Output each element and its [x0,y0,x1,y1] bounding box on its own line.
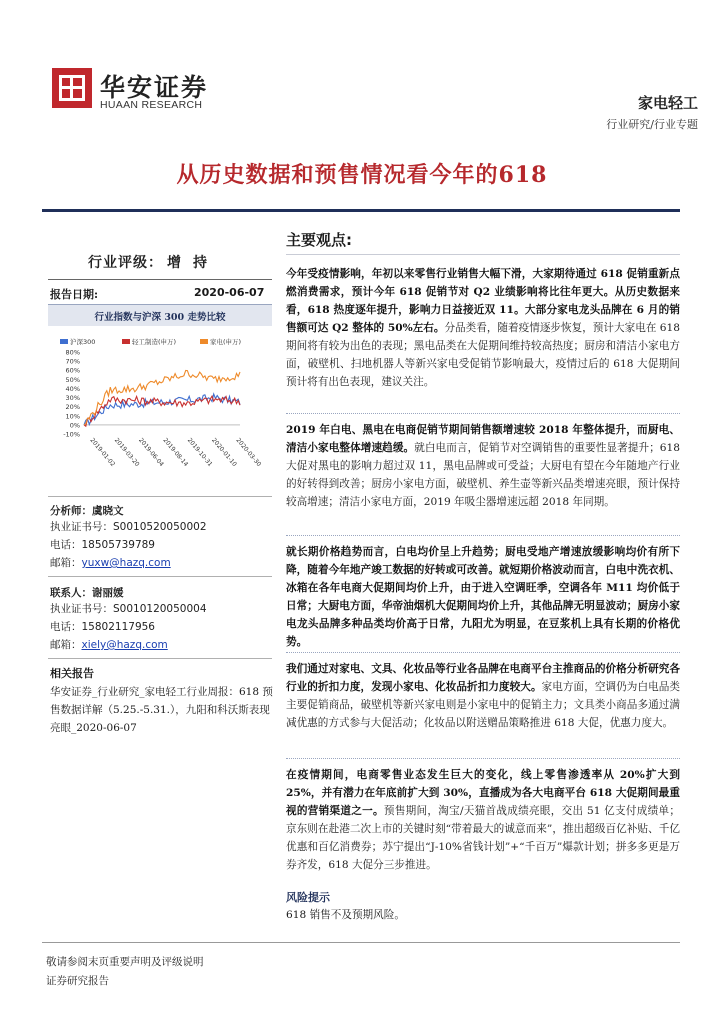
key-points-divider [286,254,680,255]
legend-label: 沪深300 [70,338,96,346]
contact-license: S0010120050004 [113,603,207,615]
rating-divider [48,279,272,280]
footer-divider [42,942,680,943]
report-title: 从历史数据和预售情况看今年的618 [176,162,548,188]
legend-label: 家电(申万) [210,338,242,346]
related-report-link[interactable]: 华安证券_行业研究_家电轻工行业周报：618 预售数据详解（5.25.-5.31.），九阳和科沃斯表现亮眼_2020-06-07 [50,686,273,734]
paragraph-divider [286,413,680,414]
key-point-5-bold: 在疫情期间，电商零售业态发生巨大的变化，线上零售渗透率从 20%扩大到 25%，并有潜力在年底前扩大到 30%，直播成为各大电商平台 618 大促期间最重视的营销渠道之一。 [286,769,680,817]
x-tick-label: 2019-10-31 [185,436,214,469]
contact-email-row [50,637,168,652]
paragraph-divider [286,652,680,653]
y-tick-label: 20% [65,403,80,412]
x-tick-label: 2020-01-10 [210,436,238,469]
analyst-license-row [50,519,207,534]
logo-text-cn: 华安证券 [100,73,209,102]
key-point-3 [286,543,680,651]
analyst-phone-row [50,537,155,552]
analyst-email-link[interactable]: yuxw@hazq.com [81,557,171,569]
y-tick-label: 50% [65,375,80,384]
analyst-divider [48,496,272,497]
key-point-4-text: 家电方面，空调仍为白电品类主要促销商品，破壁机等新兴家电则是小家电中的促销主力；文具类小商品多通过满减优惠的方式参与大促活动；化妆品以附送赠品策略推进 618 大促，优惠力度大。 [286,681,681,729]
sector-label: 家电轻工 [637,94,698,112]
chart-y-axis [63,349,80,439]
logo-emblem [52,68,92,108]
legend-swatch [60,339,68,344]
analyst-license: S0010520050002 [113,521,207,533]
analyst-phone: 18505739789 [81,539,155,551]
chart-title: 行业指数与沪深 300 走势比较 [94,312,226,323]
disclaimer-notice: 敬请参阅末页重要声明及评级说明 [46,956,204,968]
contact-name-row [50,585,124,600]
key-point-2-bold: 2019 年白电、黑电在电商促销节期间销售额增速较 2018 年整体提升，而厨电、清洁小家电整体增速趋缓。 [286,424,680,454]
contact-email-link[interactable]: xiely@hazq.com [81,639,168,651]
chart-x-axis [88,437,262,468]
y-tick-label: 70% [65,357,80,366]
x-tick-label: 2019-08-14 [161,436,190,469]
rating-value: 增持 [167,255,219,271]
contact-divider [48,658,272,659]
y-tick-label: 60% [65,366,80,375]
series-line [84,394,240,425]
report-category: 行业研究/行业专题 [606,118,698,131]
index-comparison-chart [50,334,263,484]
key-point-4 [286,660,680,732]
chart-legend [60,337,241,346]
chart-plot-area [84,371,240,427]
key-point-1-bold: 今年受疫情影响，年初以来零售行业销售大幅下滑，大家期待通过 618 促销重新点燃消费需求，预计今年 618 促销节对 Q2 业绩影响将比往年更大。从历史数据来看，618 热度逐年提升，影响力日益接近双 11。大部分家电龙头品牌在 6 月的销售额可达 Q2 整体的 50%左右。 [286,268,680,334]
y-tick-label: -10% [63,430,80,439]
contact-phone-row [50,619,155,634]
logo-text-en: HUAAN RESEARCH [100,99,203,111]
key-point-5 [286,766,680,874]
contact-phone: 15802117956 [81,621,155,633]
related-reports-heading: 相关报告 [50,667,94,680]
contact-name: 谢丽媛 [92,587,124,599]
paragraph-divider [286,535,680,536]
x-tick-label: 2019-03-20 [112,436,141,469]
analyst-email-row [50,555,171,570]
report-date-label: 报告日期: [50,288,99,301]
contact-label: 联系人： [50,587,92,599]
key-point-4-bold: 我们通过对家电、文具、化妆品等行业各品牌在电商平台主推商品的价格分析研究各行业的折扣力度，发现小家电、化妆品折扣力度较大。 [286,663,680,693]
risk-heading: 风险提示 [286,891,330,904]
key-point-1 [286,265,680,391]
industry-rating [88,252,219,272]
contact-email-label: 邮箱： [50,639,82,651]
x-tick-label: 2019-01-02 [88,436,117,469]
key-point-5-text: 预售期间，淘宝/天猫首战成绩亮眼，交出 51 亿支付成绩单；京东则在赴港二次上市的关键时刻“带着最大的诚意而来”，推出超级百亿补贴、千亿优惠和百亿消费券；苏宁提出“J-10%省钱计划”+“千百万”爆款计划；拼多多更是万券齐发，618 大促分三步推进。 [286,805,680,871]
analyst-label: 分析师： [50,505,92,517]
risk-text: 618 销售不及预期风险。 [286,909,405,921]
legend-label: 轻工制造(申万) [132,338,177,346]
y-tick-label: 30% [65,394,80,403]
x-tick-label: 2020-03-30 [234,436,263,469]
analyst-divider-2 [48,576,272,577]
contact-phone-label: 电话： [50,621,82,633]
analyst-phone-label: 电话： [50,539,82,551]
report-date-value: 2020-06-07 [194,286,265,299]
key-point-3-bold: 就长期价格趋势而言，白电均价呈上升趋势；厨电受地产增速放缓影响均价有所下降，随着今年地产竣工数据的好转或可改善。就短期价格波动而言，白电中洗衣机、冰箱在各年电商大促期间均价上升，由于进入空调旺季，空调各年 M11 均价低于日常；大厨电方面，华帝油烟机大促期间均价上升，其他品牌无明显波动；厨房小家电龙头品牌多种品类均价高于日常，九阳尤为明显，在豆浆机上具有长期的价格优势。 [286,546,680,648]
legend-swatch [200,339,208,344]
rating-label: 行业评级： [88,255,163,271]
contact-license-label: 执业证书号： [50,603,113,615]
contact-license-row [50,601,207,616]
y-tick-label: 10% [65,412,80,421]
analyst-name-row [50,503,124,518]
analyst-name: 虞晓文 [92,505,124,517]
title-divider [42,209,680,212]
y-tick-label: 0% [69,421,80,430]
legend-swatch [122,339,130,344]
analyst-email-label: 邮箱： [50,557,82,569]
y-tick-label: 40% [65,384,80,393]
key-points-heading: 主要观点: [286,231,352,249]
paragraph-divider [286,758,680,759]
x-tick-label: 2019-06-04 [137,436,165,469]
key-point-2-text: 就白电而言，促销节对空调销售的重要性显著提升；618 大促对黑电的影响力超过双 11，黑电品牌或可受益；大厨电有望在今年随地产行业的好转得到改善；厨房小家电方面，破壁机、养生壶等新兴品类增速亮眼，预计保持较高增速；清洁小家电方面，2019 年吸尘器增速远超 2018 年同期。 [286,442,681,508]
chart-title-bar [48,304,272,326]
report-type-footer: 证券研究报告 [46,975,109,987]
y-tick-label: 80% [65,348,80,357]
analyst-license-label: 执业证书号： [50,521,113,533]
key-point-2 [286,421,680,511]
key-point-1-text: 分品类看，随着疫情逐步恢复，预计大家电在 618 期间将有较为出色的表现；黑电品类在大促期间维持较高热度；厨房和清洁小家电方面，破壁机、扫地机器人等新兴家电受促销节影响最大，疫情过后的 618 大促期间预计将有出色表现，建议关注。 [286,322,680,388]
